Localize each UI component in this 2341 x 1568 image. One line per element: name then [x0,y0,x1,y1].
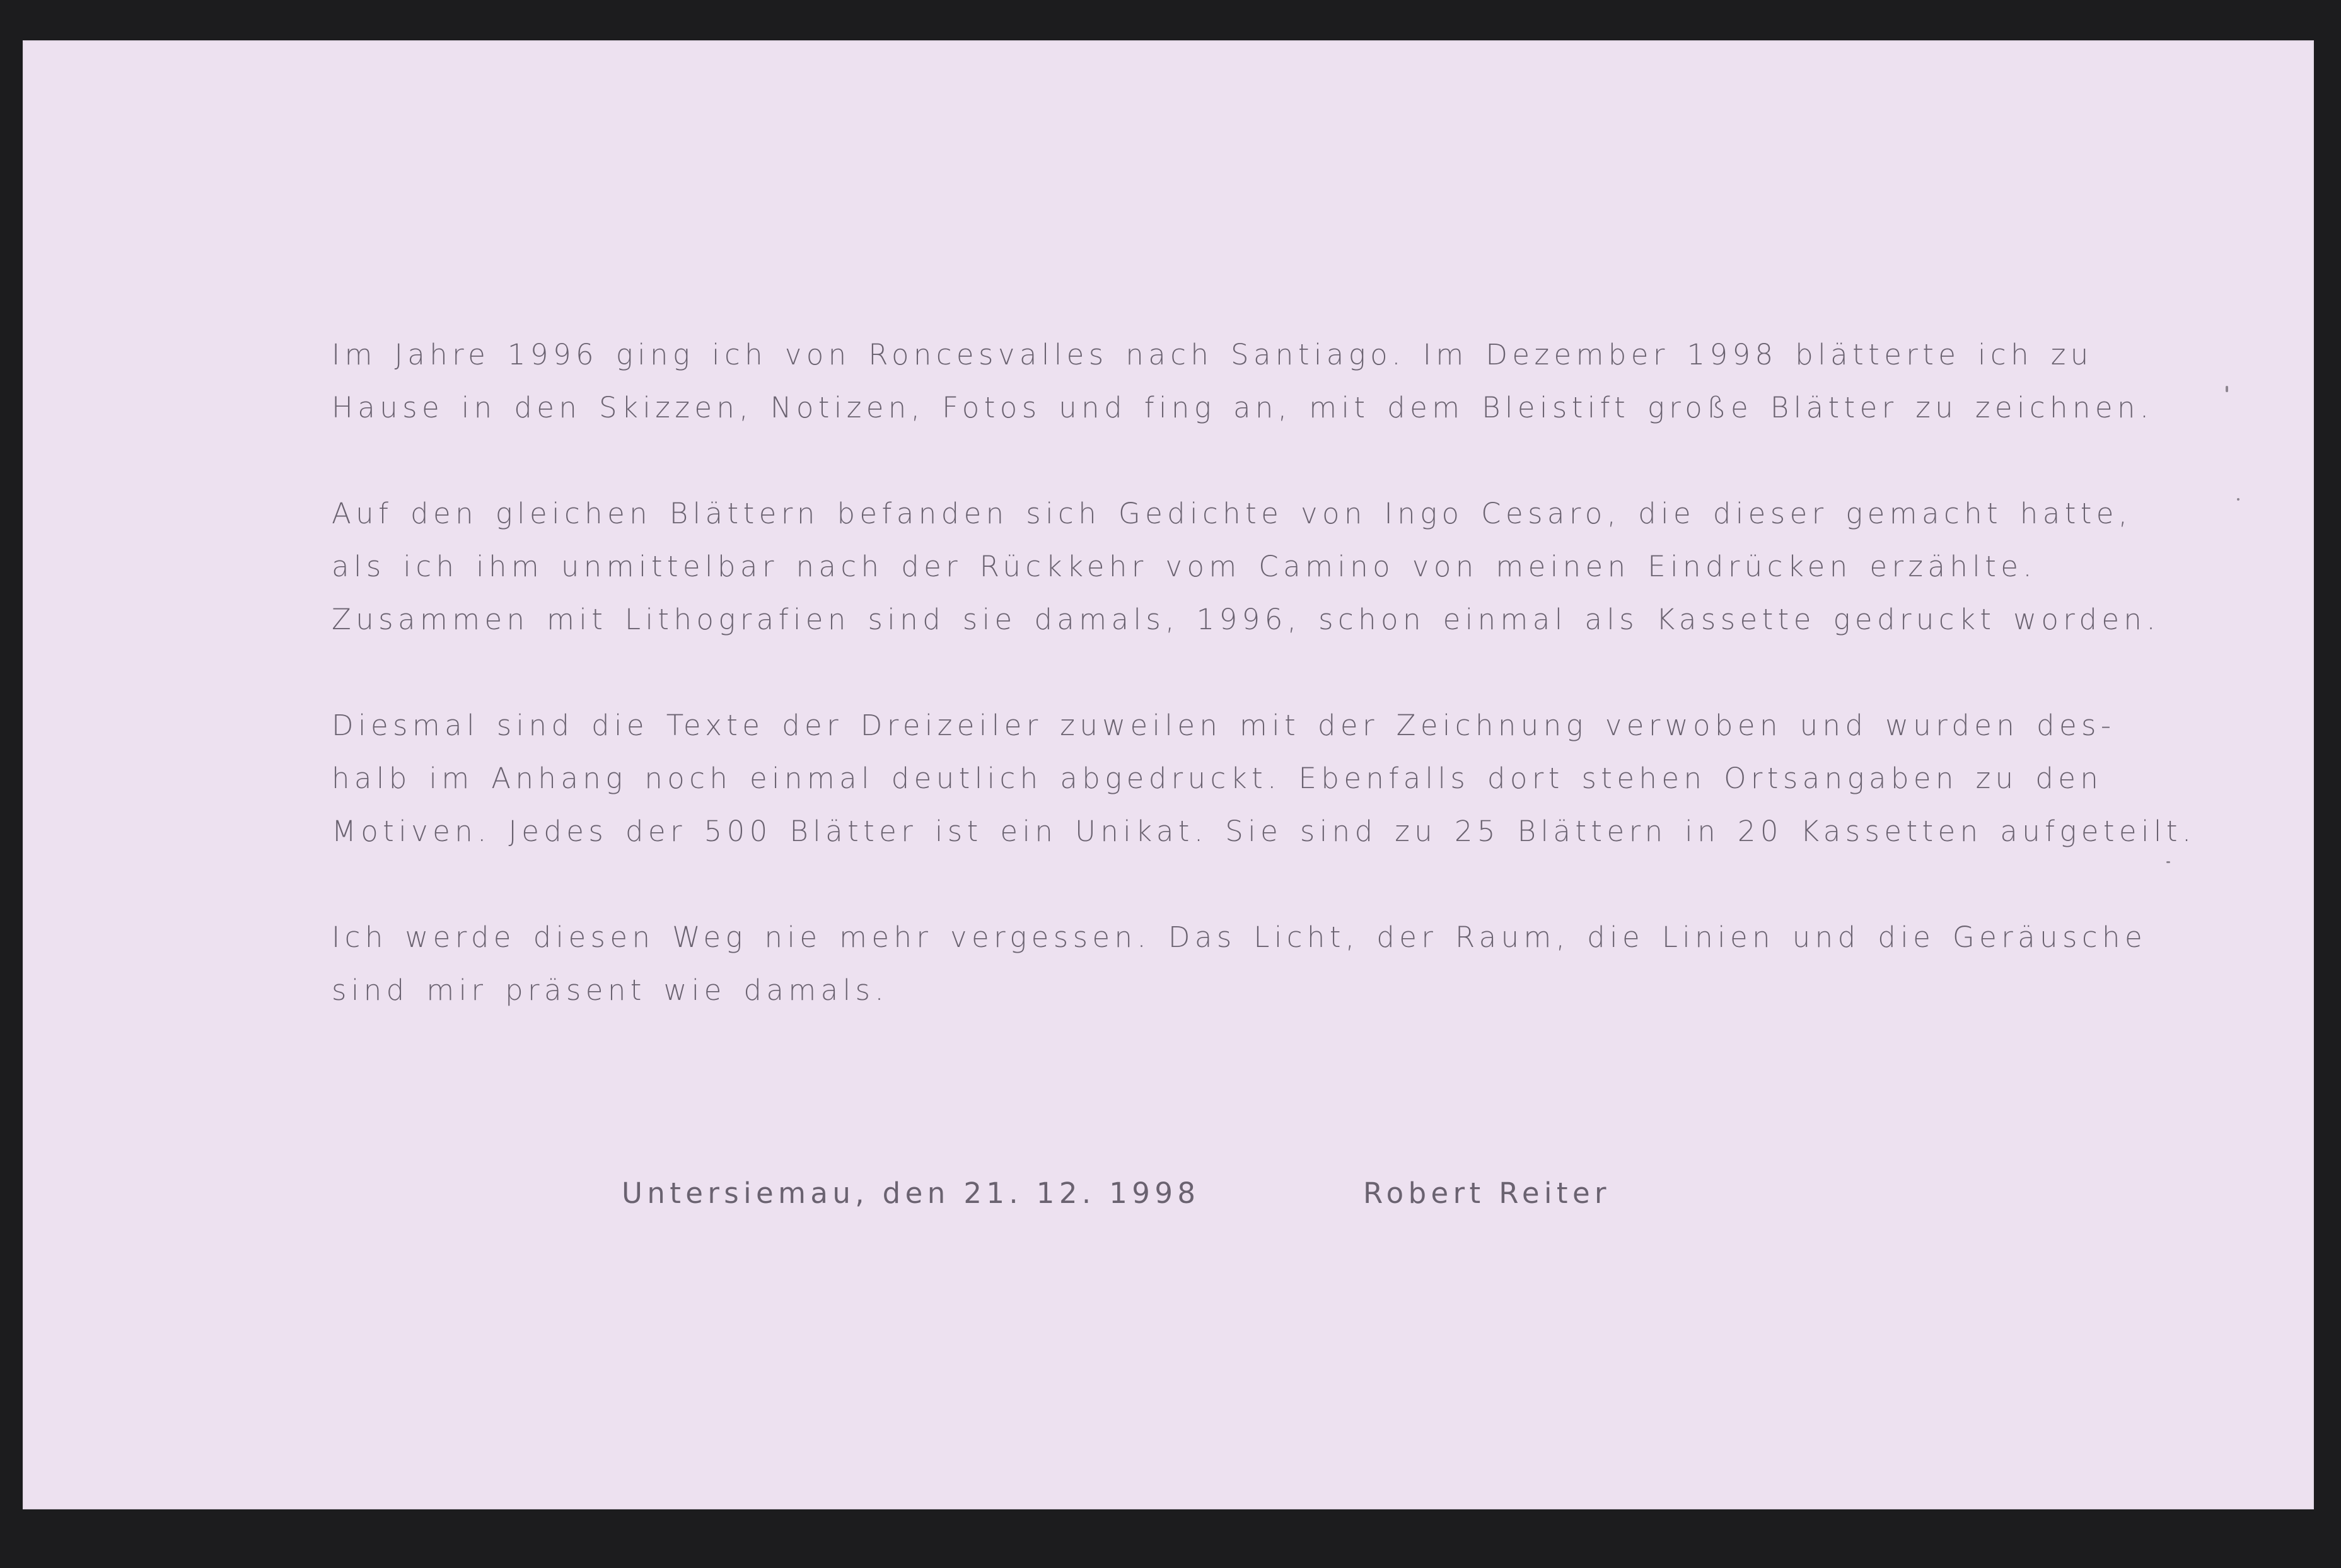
text-line: Motiven. Jedes der 500 Blätter ist ein Unikat. Sie sind zu 25 Blättern in 20 Kassetten aufgeteilt. [332,815,2196,848]
text-line: Hause in den Skizzen, Notizen, Fotos und fing an, mit dem Bleistift große Blätter zu zeichnen. [332,391,2154,424]
signature-row [23,1176,2314,1227]
paragraph-4 [332,911,2147,1017]
text-line: Ich werde diesen Weg nie mehr vergessen. Das Licht, der Raum, die Linien und die Geräusche [332,920,2147,954]
text-line: Zusammen mit Lithografien sind sie damals, 1996, schon einmal als Kassette gedruckt worden. [332,603,2161,636]
document-sheet [23,40,2314,1509]
body-text [332,328,2196,1070]
text-line: Auf den gleichen Blättern befanden sich Gedichte von Ingo Cesaro, die dieser gemacht hatte, [332,497,2132,530]
paragraph-3 [332,699,2196,858]
paragraph-1 [332,328,2154,434]
text-line: Diesmal sind die Texte der Dreizeiler zuweilen mit der Zeichnung verwoben und wurden des- [332,709,2116,742]
author-name: Robert Reiter [1363,1176,1611,1210]
text-line: als ich ihm unmittelbar nach der Rückkehr vom Camino von meinen Eindrücken erzählte. [332,550,2037,583]
dust-speck [2237,498,2239,501]
paragraph-2 [332,487,2161,646]
text-line: Im Jahre 1996 ging ich von Roncesvalles nach Santiago. Im Dezember 1998 blätterte ich zu [332,338,2093,371]
dust-speck [2226,386,2228,392]
dust-speck [2166,861,2170,863]
text-line: sind mir präsent wie damals. [332,973,889,1007]
text-line: halb im Anhang noch einmal deutlich abgedruckt. Ebenfalls dort stehen Ortsangaben zu den [332,762,2103,795]
place-date: Untersiemau, den 21. 12. 1998 [622,1176,1200,1210]
